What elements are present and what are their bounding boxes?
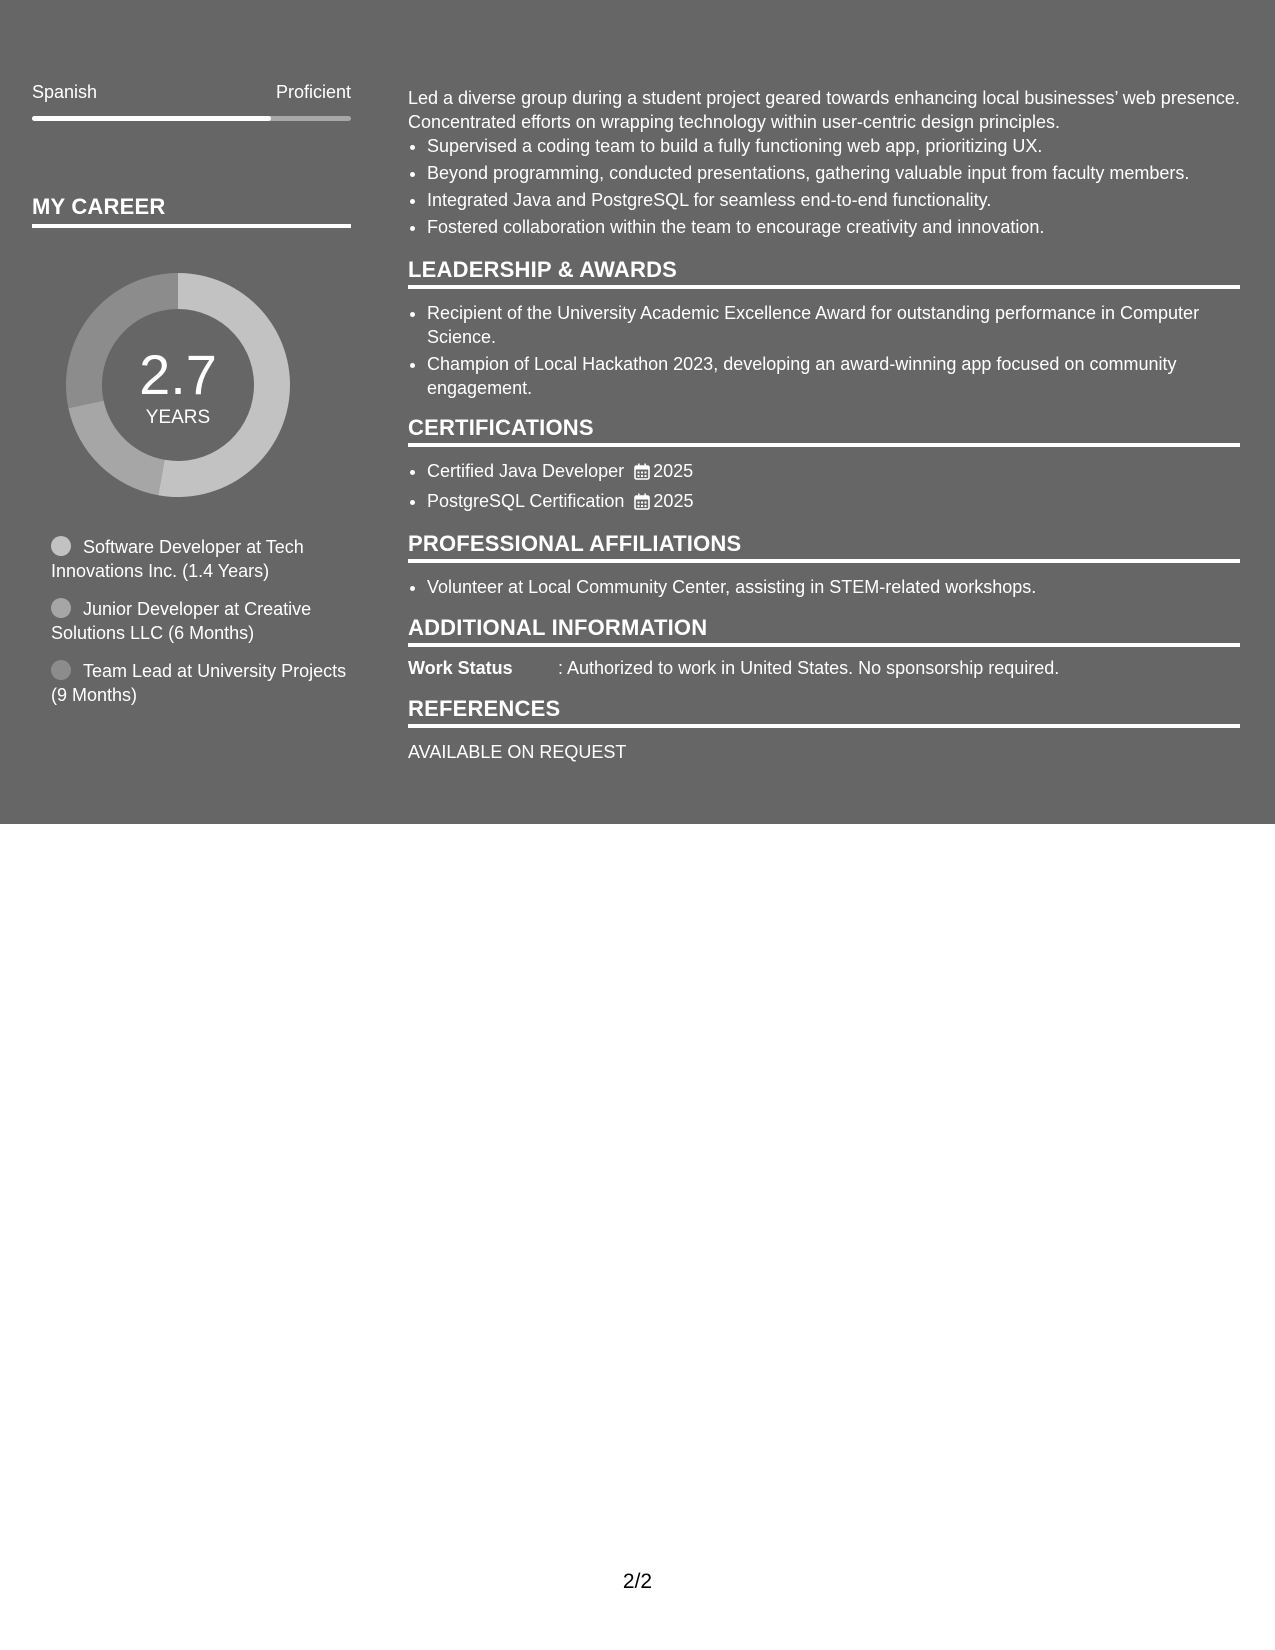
legend-dot-icon [51, 536, 71, 556]
career-legend [51, 535, 351, 721]
page-number: 2/2 [622, 1570, 653, 1593]
work-status-value: : Authorized to work in United States. No sponsorship required. [558, 658, 1060, 678]
leadership-list [408, 301, 1240, 400]
project-bullet: • Fostered collaboration within the team to encourage creativity and innovation. [427, 215, 1240, 239]
legend-dot-icon [51, 598, 71, 618]
certification-item [427, 489, 1240, 516]
legend-dot-icon [51, 660, 71, 680]
language-row [32, 80, 351, 104]
affiliations-list [408, 575, 1240, 599]
left-column [32, 80, 351, 705]
language-level: Proficient [275, 82, 351, 102]
certifications-list [408, 459, 1240, 516]
language-proficiency-fill [32, 116, 271, 121]
career-section-title: MY CAREER [32, 194, 351, 228]
career-legend-item [51, 597, 351, 645]
project-bullets [408, 134, 1240, 239]
leadership-item: • Champion of Local Hackathon 2023, developing an award-winning app focused on community engagement. [427, 352, 1240, 400]
certifications-section-title: CERTIFICATIONS [408, 416, 1240, 447]
career-donut-chart [66, 273, 290, 497]
certification-year: 2025 [653, 461, 694, 481]
certification-name: Certified Java Developer [427, 461, 625, 481]
affiliation-item: • Volunteer at Local Community Center, assisting in STEM-related workshops. [427, 575, 1240, 599]
career-total-value: 2.7 [139, 343, 217, 406]
project-intro: Led a diverse group during a student project geared towards enhancing local businesses’ web presence. Concentrated efforts on wrapping technology within user-centric design principles. [408, 88, 1240, 132]
career-total-unit: YEARS [145, 407, 211, 428]
certification-name: PostgreSQL Certification [427, 491, 625, 511]
project-bullet: • Integrated Java and PostgreSQL for seamless end-to-end functionality. [427, 188, 1240, 212]
certification-item [427, 459, 1240, 486]
career-legend-item [51, 535, 351, 583]
work-status-label: Work Status [408, 658, 513, 678]
project-bullet: • Supervised a coding team to build a fully functioning web app, prioritizing UX. [427, 134, 1240, 158]
donut-center [66, 273, 290, 497]
additional-section-title: ADDITIONAL INFORMATION [408, 616, 1240, 647]
language-name: Spanish [32, 82, 98, 102]
leadership-section-title: LEADERSHIP & AWARDS [408, 258, 1240, 289]
work-status-row [408, 656, 1240, 680]
references-text: AVAILABLE ON REQUEST [408, 742, 627, 762]
leadership-item: • Recipient of the University Academic Excellence Award for outstanding performance in Computer Science. [427, 301, 1240, 349]
affiliations-section-title: PROFESSIONAL AFFILIATIONS [408, 532, 1240, 563]
calendar-icon [634, 492, 650, 516]
career-legend-item [51, 659, 351, 707]
career-legend-label: Software Developer at Tech Innovations Inc. (1.4 Years) [51, 537, 304, 581]
calendar-icon [634, 462, 650, 486]
right-column [408, 86, 1240, 764]
resume-panel [0, 0, 1275, 824]
references-section-title: REFERENCES [408, 697, 1240, 728]
career-legend-label: Junior Developer at Creative Solutions LLC (6 Months) [51, 599, 312, 643]
certification-year: 2025 [653, 491, 694, 511]
project-bullet: • Beyond programming, conducted presentations, gathering valuable input from faculty members. [427, 161, 1240, 185]
career-legend-label: Team Lead at University Projects (9 Months) [51, 661, 347, 705]
language-proficiency-bar [32, 116, 351, 121]
